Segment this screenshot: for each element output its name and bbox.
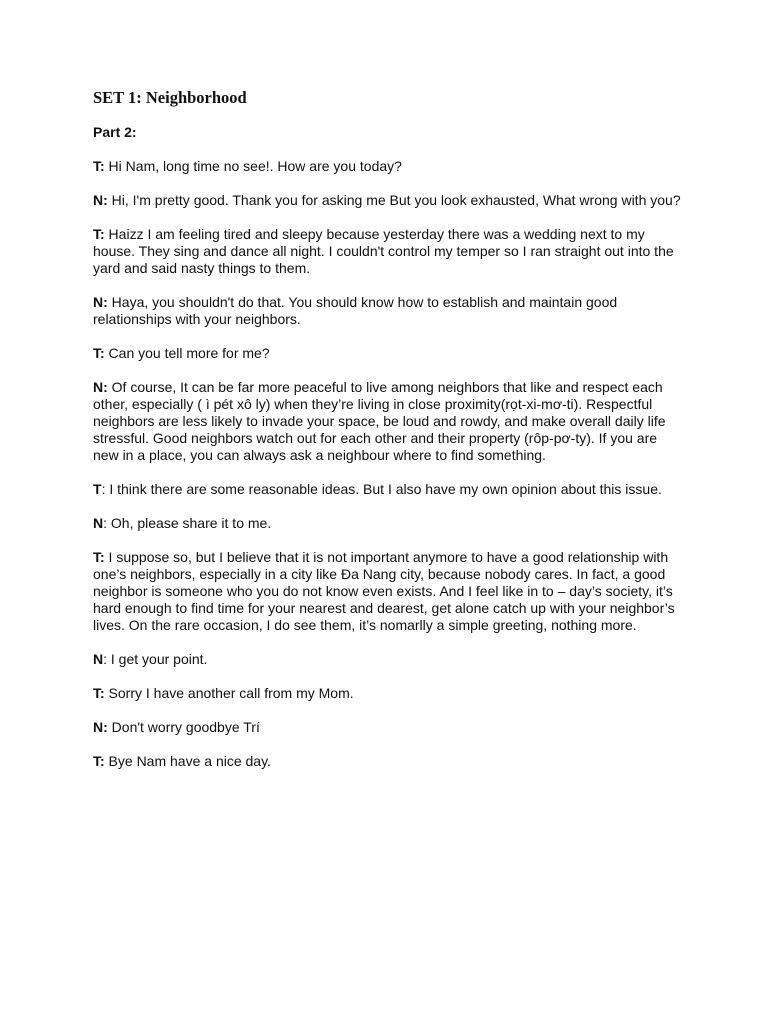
speaker-label: T [93, 481, 102, 497]
dialogue-turn [93, 379, 683, 464]
dialogue-text: Don't worry goodbye Trí [107, 719, 260, 735]
dialogue-text: Of course, It can be far more peaceful to live among neighbors that like and respect each other, especially ( ì pét xô ly) when they’re living in close proximity(rọt-xi-mơ-ti). Respectful neighbors are less likely to invade your space, be loud and rowdy, and make overall daily life stressful. Good neighbors watch out for each other and their property (rôp-pơ-ty). If you are new in a place, you can always ask a neighbour where to find something. [93, 379, 666, 463]
speaker-label: N: [93, 294, 108, 310]
speaker-label: N [93, 515, 104, 531]
dialogue-turn [93, 651, 683, 668]
dialogue-text: Haya, you shouldn't do that. You should know how to establish and maintain good relationships with your neighbors. [93, 294, 618, 327]
speaker-label: N: [93, 192, 108, 208]
dialogue-text: Sorry I have another call from my Mom. [104, 685, 354, 701]
dialogue-text: I suppose so, but I believe that it is not important anymore to have a good relationship with one’s neighbors, especially in a city like Đa Nang city, because nobody cares. In fact, a good neighbor is someone who you do not know even exists. And I feel like in to – day’s society, it’s hard enough to find time for your nearest and dearest, get alone catch up with your neighbor’s lives. On the rare occasion, I do see them, it’s nomarlly a simple greeting, nothing more. [93, 549, 675, 633]
document-title: SET 1: Neighborhood [93, 88, 247, 107]
part-heading: Part 2: [93, 124, 137, 140]
dialogue-turn [93, 192, 683, 209]
speaker-label: T: [93, 753, 105, 769]
dialogue-turn [93, 515, 683, 532]
speaker-label: T: [93, 549, 105, 565]
dialogue-text: : Oh, please share it to me. [103, 515, 272, 531]
speaker-label: T: [93, 345, 105, 361]
dialogue-text: Hi Nam, long time no see!. How are you today? [104, 158, 402, 174]
dialogue-text: Bye Nam have a nice day. [104, 753, 271, 769]
speaker-label: T: [93, 226, 105, 242]
speaker-label: T: [93, 685, 105, 701]
dialogue-text: : I think there are some reasonable ideas. But I also have my own opinion about this issue. [101, 481, 662, 497]
dialogue-text: Haizz I am feeling tired and sleepy because yesterday there was a wedding next to my house. They sing and dance all night. I couldn't control my temper so I ran straight out into the yard and said nasty things to them. [93, 226, 674, 276]
dialogue-text: Hi, I'm pretty good. Thank you for asking me But you look exhausted, What wrong with you? [107, 192, 681, 208]
speaker-label: N [93, 651, 104, 667]
dialogue-turn [93, 481, 683, 498]
dialogue-turn [93, 294, 683, 328]
dialogue-turn [93, 549, 683, 634]
speaker-label: N: [93, 719, 108, 735]
dialogue-turn [93, 753, 683, 770]
dialogue-turn [93, 345, 683, 362]
dialogue-turn [93, 158, 683, 175]
dialogue-text: Can you tell more for me? [104, 345, 270, 361]
dialogue-turn [93, 685, 683, 702]
document-body [93, 88, 683, 787]
dialogue-turn [93, 719, 683, 736]
dialogue-text: : I get your point. [103, 651, 208, 667]
dialogue-turn [93, 226, 683, 277]
speaker-label: N: [93, 379, 108, 395]
speaker-label: T: [93, 158, 105, 174]
